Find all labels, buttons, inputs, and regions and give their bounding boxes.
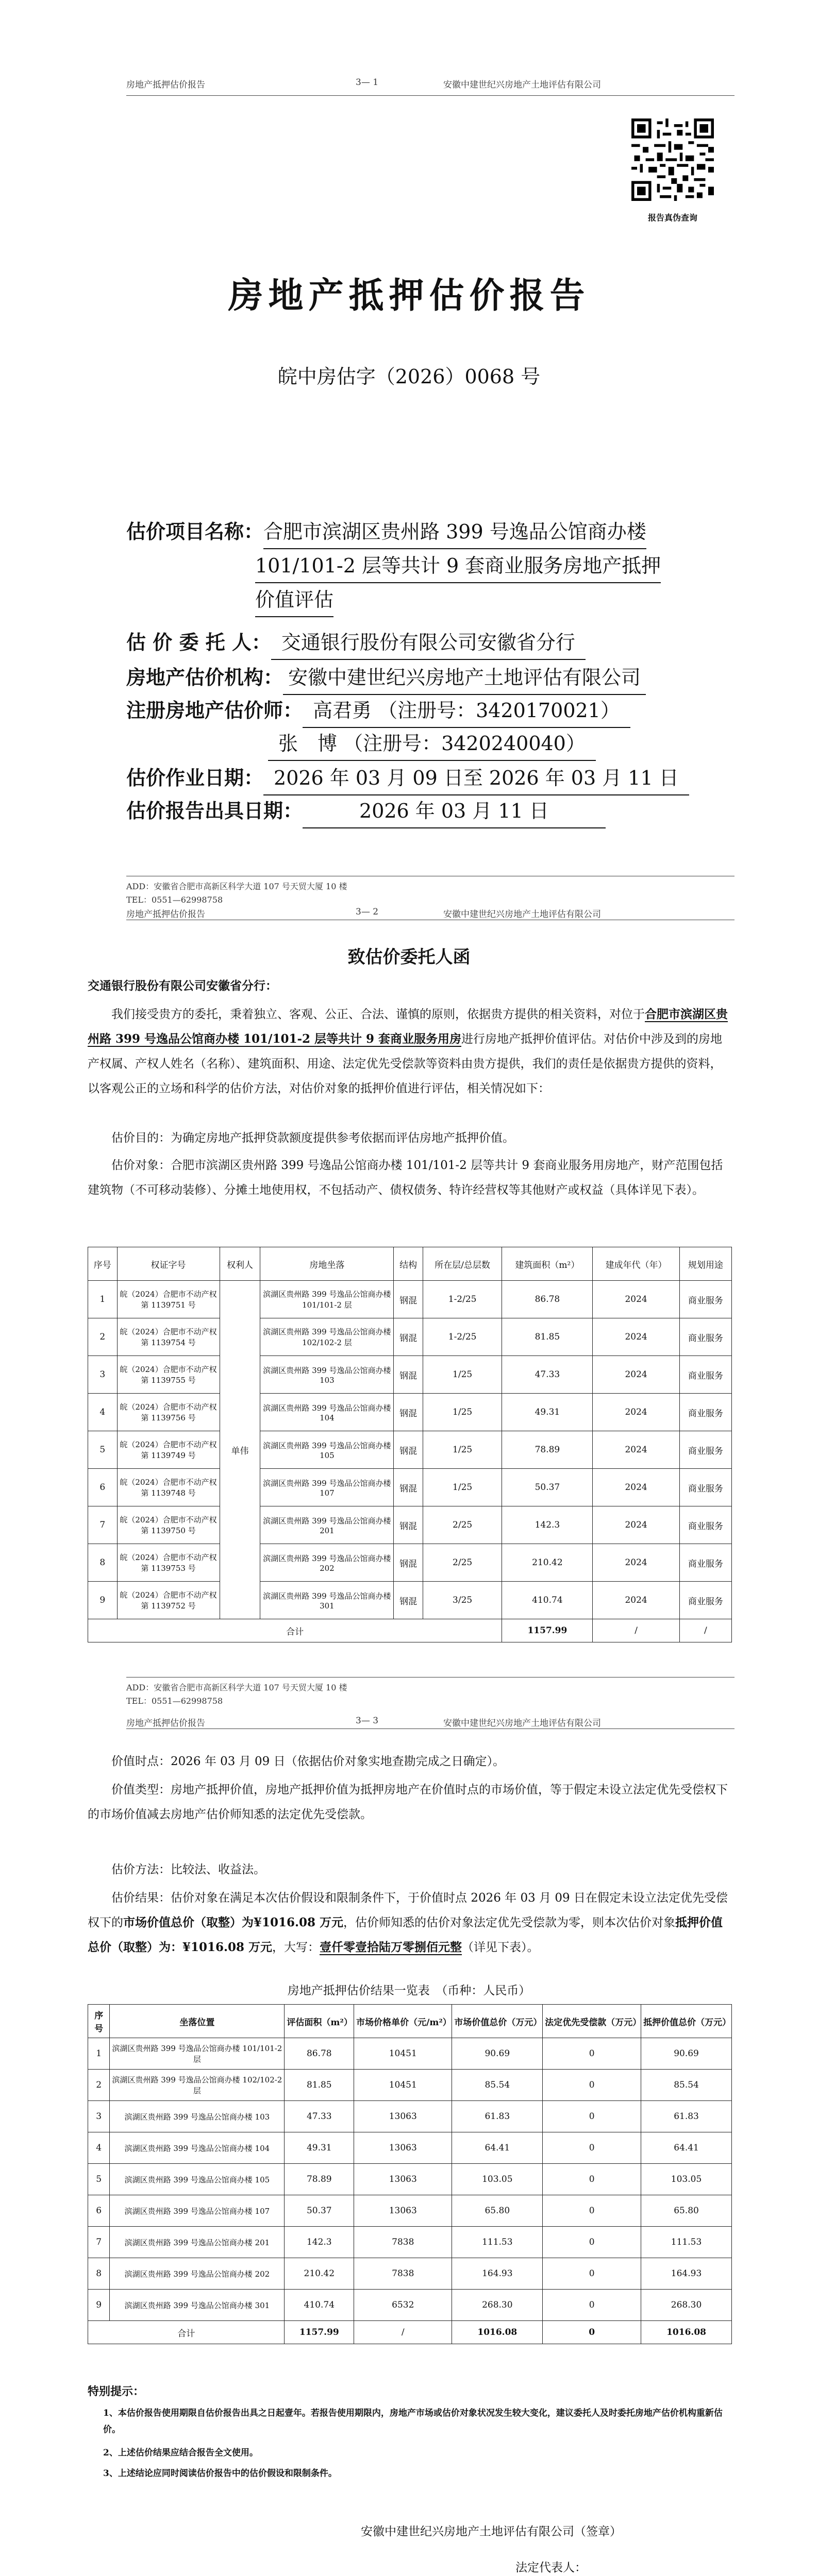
object: 估价对象：合肥市滨湖区贵州路 399 号逸品公馆商办楼 101/101-2 层等共计 9 套商业服务用房地产，财产范围包括建筑物（不可移动装修）、分摊土地使用权，不包括动产、债权债务、特许经营权等其他财产或权益（具体详见下表）。	[88, 1159, 723, 1197]
letter-intro	[88, 1002, 732, 1101]
table-cell: 10451	[354, 2038, 452, 2070]
result-text-a: 估价结果：估价对象在满足本次估价假设和限制条件下，于价值时点 2026 年 03 月 09 日在假定未设立法定优先受偿权下的	[88, 1891, 728, 1929]
location: 滨湖区贵州路 399 号逸品公馆商办楼 301	[260, 1582, 394, 1619]
table-cell: 0	[543, 2132, 641, 2164]
table-cell: 210.42	[502, 1544, 593, 1582]
intro-object: 合肥市滨湖区贵州路 399 号逸品公馆商办楼 101/101-2 层等共计 9 套商业服务用房	[88, 1007, 728, 1046]
table-cell: 4	[88, 2132, 110, 2164]
table-cell: 6	[88, 2195, 110, 2227]
table-cell: 111.53	[641, 2227, 732, 2258]
table-cell: 86.78	[502, 1281, 593, 1318]
table-row	[88, 2101, 732, 2132]
table-row	[88, 2195, 732, 2227]
table-header-cell: 市场价值总价（万元）	[452, 2005, 543, 2038]
table-cell: 2024	[593, 1281, 679, 1318]
table-cell: 6532	[354, 2290, 452, 2321]
valuer-1: 高君勇 （注册号：3420170021）	[303, 694, 630, 728]
table-row	[88, 1469, 732, 1506]
result-text-e: ，大写：	[272, 1941, 320, 1954]
table-cell: 0	[543, 2164, 641, 2195]
table-cell: 2024	[593, 1318, 679, 1356]
valuer-label: 注册房地产估价师：	[126, 699, 303, 722]
table-row	[88, 1506, 732, 1544]
valuation-table	[88, 2004, 732, 2344]
table-cell: 1	[88, 2038, 110, 2070]
page-header-left: 房地产抵押估价报告	[126, 80, 205, 90]
location: 滨湖区贵州路 399 号逸品公馆商办楼 201	[110, 2227, 285, 2258]
table-cell: 2024	[593, 1544, 679, 1582]
table-total-row	[88, 2321, 732, 2344]
table-cell: 81.85	[285, 2070, 354, 2101]
table-cell: 3	[88, 2101, 110, 2132]
table-cell: 1/25	[423, 1469, 502, 1506]
table-header-cell: 序号	[88, 1247, 118, 1281]
location: 滨湖区贵州路 399 号逸品公馆商办楼 107	[110, 2195, 285, 2227]
table-row	[88, 1394, 732, 1431]
table-cell: 164.93	[452, 2258, 543, 2290]
cover-agency	[126, 661, 646, 695]
qr-code-icon[interactable]	[631, 118, 714, 201]
table-cell: 50.37	[285, 2195, 354, 2227]
table-cell: 86.78	[285, 2038, 354, 2070]
location: 滨湖区贵州路 399 号逸品公馆商办楼 101/101-2 层	[260, 1281, 394, 1318]
table-cell: 7838	[354, 2227, 452, 2258]
cover-valuer-2	[268, 727, 596, 761]
table-cell: 50.37	[502, 1469, 593, 1506]
location: 滨湖区贵州路 399 号逸品公馆商办楼 105	[110, 2164, 285, 2195]
table-header-cell: 坐落位置	[110, 2005, 285, 2038]
location: 滨湖区贵州路 399 号逸品公馆商办楼 101/101-2 层	[110, 2038, 285, 2070]
table-cell: 0	[543, 2258, 641, 2290]
cover-report-date	[126, 794, 606, 828]
table-cell: 商业服务	[679, 1394, 731, 1431]
table-row	[88, 1431, 732, 1469]
intro-text-2: 进行房地产抵押价值评估。对估价中涉及到的房地产权属、产权人姓名（名称）、建筑面积、用途、法定优先受偿款等资料由贵方提供，我们的责任是依据贵方提供的资料，以客观公正的立场和科学的估价方法，对估价对象的抵押价值进行评估，相关情况如下：	[88, 1032, 723, 1095]
table-cell: 61.83	[452, 2101, 543, 2132]
total-slash: /	[593, 1619, 679, 1642]
table-row	[88, 1544, 732, 1582]
table-header-cell: 序号	[88, 2005, 110, 2038]
table2-title	[0, 1981, 818, 1998]
location: 滨湖区贵州路 399 号逸品公馆商办楼 104	[110, 2132, 285, 2164]
table-cell: 10451	[354, 2070, 452, 2101]
value-type: 价值类型：房地产抵押价值，房地产抵押价值为抵押房地产在价值时点的市场价值，等于假定未设立法定优先受偿权下的市场价值减去房地产估价师知悉的法定优先受偿款。	[88, 1783, 728, 1821]
certificate-no: 皖（2024）合肥市不动产权第 1139754 号	[117, 1318, 220, 1356]
page-number: 3— 3	[356, 1716, 379, 1726]
table-cell: 0	[543, 2227, 641, 2258]
footer-address: ADD：安徽省合肥市高新区科学大道 107 号天贸大厦 10 楼	[126, 1683, 347, 1692]
table-cell: 268.30	[452, 2290, 543, 2321]
cover-project	[126, 515, 734, 617]
certificate-no: 皖（2024）合肥市不动产权第 1139749 号	[117, 1431, 220, 1469]
page-number: 3— 1	[356, 77, 379, 88]
location: 滨湖区贵州路 399 号逸品公馆商办楼 102/102-2 层	[110, 2070, 285, 2101]
row-index: 7	[88, 1506, 118, 1544]
total-label: 合计	[88, 1619, 502, 1642]
table-cell: 7	[88, 2227, 110, 2258]
table-cell: 103.05	[641, 2164, 732, 2195]
certificate-no: 皖（2024）合肥市不动产权第 1139750 号	[117, 1506, 220, 1544]
letter-recipient: 交通银行股份有限公司安徽省分行：	[88, 979, 277, 993]
certificate-no: 皖（2024）合肥市不动产权第 1139755 号	[117, 1356, 220, 1394]
table-cell: 商业服务	[679, 1544, 731, 1582]
table-cell: 商业服务	[679, 1356, 731, 1394]
table-cell: 商业服务	[679, 1431, 731, 1469]
table-cell: 0	[543, 2070, 641, 2101]
table2-unit: （币种：人民币）	[441, 1984, 531, 1997]
cover-work-date	[126, 761, 689, 795]
table-cell: 85.54	[452, 2070, 543, 2101]
row-index: 2	[88, 1318, 118, 1356]
certificate-no: 皖（2024）合肥市不动产权第 1139753 号	[117, 1544, 220, 1582]
table-cell: 410.74	[285, 2290, 354, 2321]
table-cell: 61.83	[641, 2101, 732, 2132]
row-index: 1	[88, 1281, 118, 1318]
table-header-cell: 建筑面积（m²）	[502, 1247, 593, 1281]
table-cell: 9	[88, 2290, 110, 2321]
location: 滨湖区贵州路 399 号逸品公馆商办楼 103	[110, 2101, 285, 2132]
table-header-cell: 法定优先受偿款（万元）	[543, 2005, 641, 2038]
table-row	[88, 1356, 732, 1394]
table-cell: 2024	[593, 1431, 679, 1469]
table-cell: 13063	[354, 2101, 452, 2132]
table-cell: 0	[543, 2038, 641, 2070]
table2-title-text: 房地产抵押估价结果一览表	[287, 1984, 430, 1997]
letter-title: 致估价委托人函	[347, 947, 471, 968]
footer-address: ADD：安徽省合肥市高新区科学大道 107 号天贸大厦 10 楼	[126, 882, 347, 891]
table-cell: 111.53	[452, 2227, 543, 2258]
table-cell: 商业服务	[679, 1506, 731, 1544]
qr-caption: 报告真伪查询	[647, 213, 697, 223]
table-cell: 13063	[354, 2195, 452, 2227]
location: 滨湖区贵州路 399 号逸品公馆商办楼 202	[110, 2258, 285, 2290]
row-index: 3	[88, 1356, 118, 1394]
certificate-no: 皖（2024）合肥市不动产权第 1139751 号	[117, 1281, 220, 1318]
project-name-1: 合肥市滨湖区贵州路 399 号逸品公馆商办楼	[263, 515, 646, 549]
work-date-label: 估价作业日期：	[126, 766, 264, 789]
table-cell: 1/25	[423, 1394, 502, 1431]
table-cell: 13063	[354, 2164, 452, 2195]
table-cell: 钢混	[394, 1356, 423, 1394]
certificate-no: 皖（2024）合肥市不动产权第 1139752 号	[117, 1582, 220, 1619]
valuer-2: 张 博 （注册号：3420240040）	[268, 727, 596, 761]
table-cell: 2024	[593, 1469, 679, 1506]
result-mortgage: 抵押价值总价（取整）为：¥1016.08 万元	[88, 1916, 723, 1954]
table-cell: 49.31	[285, 2132, 354, 2164]
table-row	[88, 1318, 732, 1356]
row-index: 5	[88, 1431, 118, 1469]
table-cell: 0	[543, 2195, 641, 2227]
page-number: 3— 2	[356, 907, 379, 917]
certificate-no: 皖（2024）合肥市不动产权第 1139756 号	[117, 1394, 220, 1431]
table-cell: 商业服务	[679, 1469, 731, 1506]
value-date: 价值时点：2026 年 03 月 09 日（依据估价对象实地查勘完成之日确定）。	[111, 1755, 505, 1768]
table-row	[88, 1582, 732, 1619]
table-cell: 钢混	[394, 1431, 423, 1469]
table-row	[88, 2164, 732, 2195]
result-text-g: （详见下表）。	[462, 1941, 539, 1954]
page-header-right: 安徽中建世纪兴房地产土地评估有限公司	[443, 1718, 601, 1728]
purpose: 估价目的：为确定房地产抵押贷款额度提供参考依据而评估房地产抵押价值。	[111, 1131, 514, 1145]
footer-tel: TEL：0551—62998758	[126, 1696, 223, 1706]
table-cell: 2/25	[423, 1506, 502, 1544]
total-market: 1016.08	[452, 2321, 543, 2344]
table-cell: 2	[88, 2070, 110, 2101]
result-text-c: ，估价师知悉的估价对象法定优先受偿款为零，则本次估价对象	[343, 1916, 676, 1929]
table-header-cell: 市场价格单价（元/m²）	[354, 2005, 452, 2038]
table-header-cell: 规划用途	[679, 1247, 731, 1281]
table-cell: 64.41	[452, 2132, 543, 2164]
project-label: 估价项目名称：	[126, 520, 264, 543]
note-1: 1、本估价报告使用期限自估价报告出具之日起壹年。若报告使用期限内，房地产市场或估价对象状况发生较大变化，建议委托人及时委托房地产估价机构重新估价。	[103, 2408, 723, 2435]
table-cell: 64.41	[641, 2132, 732, 2164]
row-index: 6	[88, 1469, 118, 1506]
table-cell: 商业服务	[679, 1281, 731, 1318]
location: 滨湖区贵州路 399 号逸品公馆商办楼 105	[260, 1431, 394, 1469]
table-header-cell: 建成年代（年）	[593, 1247, 679, 1281]
total-area: 1157.99	[285, 2321, 354, 2344]
table-cell: 2024	[593, 1506, 679, 1544]
header-rule	[126, 1728, 734, 1729]
cover-valuers	[126, 694, 630, 728]
table-cell: 65.80	[452, 2195, 543, 2227]
table-cell: 142.3	[502, 1506, 593, 1544]
table-row	[88, 2038, 732, 2070]
row-index: 8	[88, 1544, 118, 1582]
location: 滨湖区贵州路 399 号逸品公馆商办楼 201	[260, 1506, 394, 1544]
table-cell: 81.85	[502, 1318, 593, 1356]
table-cell: 1-2/25	[423, 1318, 502, 1356]
table-header-cell: 权利人	[220, 1247, 260, 1281]
table-cell: 47.33	[502, 1356, 593, 1394]
total-slash: /	[679, 1619, 731, 1642]
table-cell: 2024	[593, 1356, 679, 1394]
table-cell: 78.89	[285, 2164, 354, 2195]
project-name-2: 101/101-2 层等共计 9 套商业服务房地产抵押	[255, 549, 661, 583]
company-seal-line: 安徽中建世纪兴房地产土地评估有限公司（签章）	[361, 2525, 622, 2538]
table-cell: 90.69	[641, 2038, 732, 2070]
table-cell: 2024	[593, 1394, 679, 1431]
table-total-row	[88, 1619, 732, 1642]
total-slash: /	[354, 2321, 452, 2344]
intro-text: 我们接受贵方的委托，秉着独立、客观、公正、合法、谨慎的原则，依据贵方提供的相关资料，对位于	[111, 1008, 645, 1021]
table-header	[88, 2005, 732, 2038]
table-header	[88, 1247, 732, 1281]
note-2: 2、上述估价结果应结合报告全文使用。	[103, 2448, 258, 2458]
table-cell: 5	[88, 2164, 110, 2195]
location: 滨湖区贵州路 399 号逸品公馆商办楼 301	[110, 2290, 285, 2321]
result-words: 壹仟零壹拾陆万零捌佰元整	[320, 1940, 462, 1954]
notes-title: 特别提示：	[88, 2385, 145, 2398]
report-date: 2026 年 03 月 11 日	[303, 794, 606, 828]
legal-rep: 法定代表人：	[515, 2561, 587, 2574]
cover-client	[126, 626, 586, 660]
note-3: 3、上述结论应同时阅读估价报告中的估价假设和限制条件。	[103, 2468, 337, 2479]
table-cell: 410.74	[502, 1582, 593, 1619]
table-cell: 164.93	[641, 2258, 732, 2290]
page-header-left: 房地产抵押估价报告	[126, 1718, 205, 1728]
result-market: 市场价值总价（取整）为¥1016.08 万元	[123, 1916, 344, 1929]
table-header-cell: 权证字号	[117, 1247, 220, 1281]
total-priority: 0	[543, 2321, 641, 2344]
table-header-cell: 结构	[394, 1247, 423, 1281]
table-cell: 钢混	[394, 1394, 423, 1431]
table-cell: 8	[88, 2258, 110, 2290]
owner-name: 单伟	[220, 1281, 260, 1619]
table-cell: 钢混	[394, 1281, 423, 1318]
table-row	[88, 2227, 732, 2258]
table-cell: 钢混	[394, 1469, 423, 1506]
table-cell: 90.69	[452, 2038, 543, 2070]
table-cell: 商业服务	[679, 1582, 731, 1619]
page-header-right: 安徽中建世纪兴房地产土地评估有限公司	[443, 80, 601, 90]
agency-name: 安徽中建世纪兴房地产土地评估有限公司	[283, 661, 646, 695]
report-number: 皖中房估字（2026）0068 号	[277, 365, 541, 388]
footer-tel: TEL：0551—62998758	[126, 895, 223, 905]
table-row	[88, 2290, 732, 2321]
table-cell: 47.33	[285, 2101, 354, 2132]
table-cell: 13063	[354, 2132, 452, 2164]
table-cell: 钢混	[394, 1318, 423, 1356]
work-date: 2026 年 03 月 09 日至 2026 年 03 月 11 日	[263, 761, 689, 795]
table-cell: 0	[543, 2290, 641, 2321]
table-row	[88, 2132, 732, 2164]
report-title: 房地产抵押估价报告	[228, 275, 590, 316]
table-cell: 49.31	[502, 1394, 593, 1431]
report-date-label: 估价报告出具日期：	[126, 799, 303, 822]
project-name-3: 价值评估	[255, 583, 333, 617]
location: 滨湖区贵州路 399 号逸品公馆商办楼 103	[260, 1356, 394, 1394]
page-header-right: 安徽中建世纪兴房地产土地评估有限公司	[443, 909, 601, 920]
property-table	[88, 1247, 732, 1642]
header-rule	[126, 95, 734, 96]
footer	[126, 880, 347, 907]
table-cell: 268.30	[641, 2290, 732, 2321]
result	[88, 1886, 732, 1960]
method: 估价方法：比较法、收益法。	[111, 1863, 265, 1876]
table-cell: 2/25	[423, 1544, 502, 1582]
table-cell: 210.42	[285, 2258, 354, 2290]
table-cell: 1/25	[423, 1356, 502, 1394]
client-name: 交通银行股份有限公司安徽省分行	[271, 626, 586, 660]
table-header-cell: 所在层/总层数	[423, 1247, 502, 1281]
table-cell: 7838	[354, 2258, 452, 2290]
location: 滨湖区贵州路 399 号逸品公馆商办楼 104	[260, 1394, 394, 1431]
table-cell: 142.3	[285, 2227, 354, 2258]
total-mortgage: 1016.08	[641, 2321, 732, 2344]
table-cell: 65.80	[641, 2195, 732, 2227]
total-area: 1157.99	[502, 1619, 593, 1642]
row-index: 9	[88, 1582, 118, 1619]
table-header-cell: 抵押价值总价（万元）	[641, 2005, 732, 2038]
table-cell: 3/25	[423, 1582, 502, 1619]
client-label: 估 价 委 托 人：	[126, 631, 271, 654]
footer	[126, 1681, 347, 1708]
page-header-left: 房地产抵押估价报告	[126, 909, 205, 920]
total-label: 合计	[88, 2321, 285, 2344]
location: 滨湖区贵州路 399 号逸品公馆商办楼 202	[260, 1544, 394, 1582]
table-cell: 1/25	[423, 1431, 502, 1469]
table-row	[88, 2258, 732, 2290]
table-header-cell: 房地坐落	[260, 1247, 394, 1281]
table-cell: 103.05	[452, 2164, 543, 2195]
table-header-cell: 评估面积（m²）	[285, 2005, 354, 2038]
location: 滨湖区贵州路 399 号逸品公馆商办楼 102/102-2 层	[260, 1318, 394, 1356]
agency-label: 房地产估价机构：	[126, 666, 283, 689]
table-cell: 1-2/25	[423, 1281, 502, 1318]
row-index: 4	[88, 1394, 118, 1431]
table-cell: 2024	[593, 1582, 679, 1619]
location: 滨湖区贵州路 399 号逸品公馆商办楼 107	[260, 1469, 394, 1506]
table-row	[88, 2070, 732, 2101]
table-cell: 85.54	[641, 2070, 732, 2101]
table-cell: 78.89	[502, 1431, 593, 1469]
table-cell: 钢混	[394, 1544, 423, 1582]
table-row	[88, 1281, 732, 1318]
table-cell: 钢混	[394, 1582, 423, 1619]
certificate-no: 皖（2024）合肥市不动产权第 1139748 号	[117, 1469, 220, 1506]
table-cell: 0	[543, 2101, 641, 2132]
table-cell: 钢混	[394, 1506, 423, 1544]
table-cell: 商业服务	[679, 1318, 731, 1356]
